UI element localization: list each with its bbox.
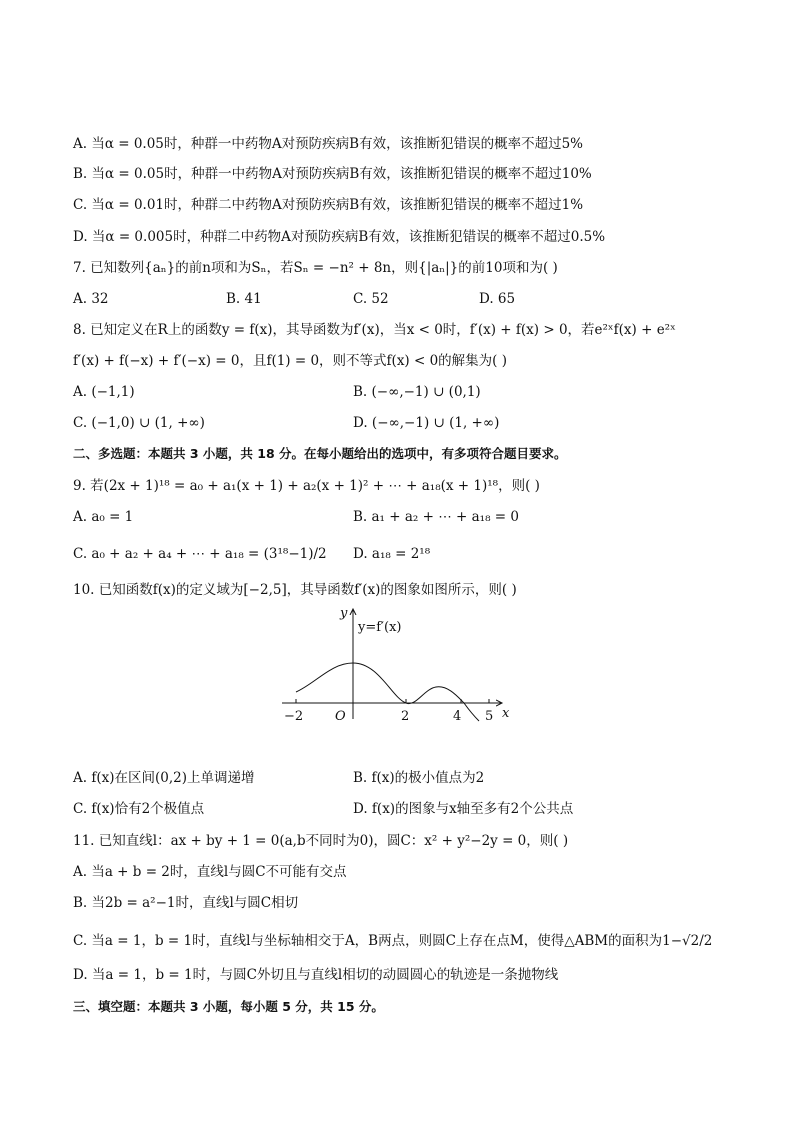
q6-option-b: B. 当α = 0.05时，种群一中药物A对预防疾病B有效，该推断犯错误的概率不超过10% [73,166,592,182]
q9-option-b: B. a₁ + a₂ + ⋯ + a₁₈ = 0 [353,509,519,525]
tick-label-4: 4 [453,709,462,724]
q9-option-a: A. a₀ = 1 [73,509,134,525]
q8-stem-line1: 8. 已知定义在R上的函数y = f(x)，其导函数为f′(x)，当x < 0时，f′(x) + f(x) > 0，若e²ˣf(x) + e²ˣ [73,322,676,338]
q9-stem: 9. 若(2x + 1)¹⁸ = a₀ + a₁(x + 1) + a₂(x + 1)² + ⋯ + a₁₈(x + 1)¹⁸，则( ) [73,478,540,494]
q8-option-d: D. (−∞,−1) ∪ (1, +∞) [353,415,500,431]
origin-label: O [335,709,346,724]
q7-option-a: A. 32 [73,291,109,307]
q9-option-d: D. a₁₈ = 2¹⁸ [353,546,431,562]
section-fill-in-heading: 三、填空题：本题共 3 小题，每小题 5 分，共 15 分。 [73,999,384,1014]
q10-option-b: B. f(x)的极小值点为2 [353,770,485,786]
q11-stem: 11. 已知直线l：ax + by + 1 = 0(a,b不同时为0)，圆C：x² + y²−2y = 0，则( ) [73,833,569,849]
q8-stem-line2: f′(x) + f(−x) + f′(−x) = 0，且f(1) = 0，则不等式f(x) < 0的解集为( ) [73,353,508,369]
derivative-curve [296,663,479,721]
function-label: y=f′(x) [358,620,402,635]
q8-option-b: B. (−∞,−1) ∪ (0,1) [353,384,481,400]
tick-label-2: 2 [401,709,410,724]
q10-option-d: D. f(x)的图象与x轴至多有2个公共点 [353,801,574,817]
x-axis-label: x [502,706,510,721]
q7-option-b: B. 41 [226,291,262,307]
q6-option-c: C. 当α = 0.01时，种群二中药物A对预防疾病B有效，该推断犯错误的概率不超过1% [73,197,584,213]
q8-option-c: C. (−1,0) ∪ (1, +∞) [73,415,205,431]
q7-option-c: C. 52 [353,291,389,307]
q11-option-c: C. 当a = 1，b = 1时，直线l与坐标轴相交于A，B两点，则圆C上存在点M，使得△ABM的面积为1−√2/2 [73,933,713,949]
q7-stem: 7. 已知数列{aₙ}的前n项和为Sₙ，若Sₙ = −n² + 8n，则{|aₙ|}的前10项和为( ) [73,260,558,276]
q11-option-b: B. 当2b = a²−1时，直线l与圆C相切 [73,895,299,911]
q6-option-d: D. 当α = 0.005时，种群二中药物A对预防疾病B有效，该推断犯错误的概率不超过0.5% [73,229,606,245]
tick-label-5: 5 [485,709,494,724]
tick-label-minus-2: −2 [284,709,304,724]
section-multi-choice-heading: 二、多选题：本题共 3 小题，共 18 分。在每小题给出的选项中，有多项符合题目要求。 [73,446,567,461]
q10-option-c: C. f(x)恰有2个极值点 [73,801,205,817]
q8-option-a: A. (−1,1) [73,384,135,400]
q10-stem: 10. 已知函数f(x)的定义域为[−2,5]，其导函数f′(x)的图象如图所示，则( ) [73,582,517,598]
q10-option-a: A. f(x)在区间(0,2)上单调递增 [73,770,255,786]
q11-option-d: D. 当a = 1，b = 1时，与圆C外切且与直线l相切的动圆圆心的轨迹是一条抛物线 [73,967,559,983]
q6-option-a: A. 当α = 0.05时，种群一中药物A对预防疾病B有效，该推断犯错误的概率不超过5% [73,136,583,152]
derivative-graph [276,603,516,733]
q9-option-c: C. a₀ + a₂ + a₄ + ⋯ + a₁₈ = (3¹⁸−1)/2 [73,546,327,562]
y-axis-label: y [340,606,348,621]
q11-option-a: A. 当a + b = 2时，直线l与圆C不可能有交点 [73,864,347,880]
q7-option-d: D. 65 [479,291,516,307]
